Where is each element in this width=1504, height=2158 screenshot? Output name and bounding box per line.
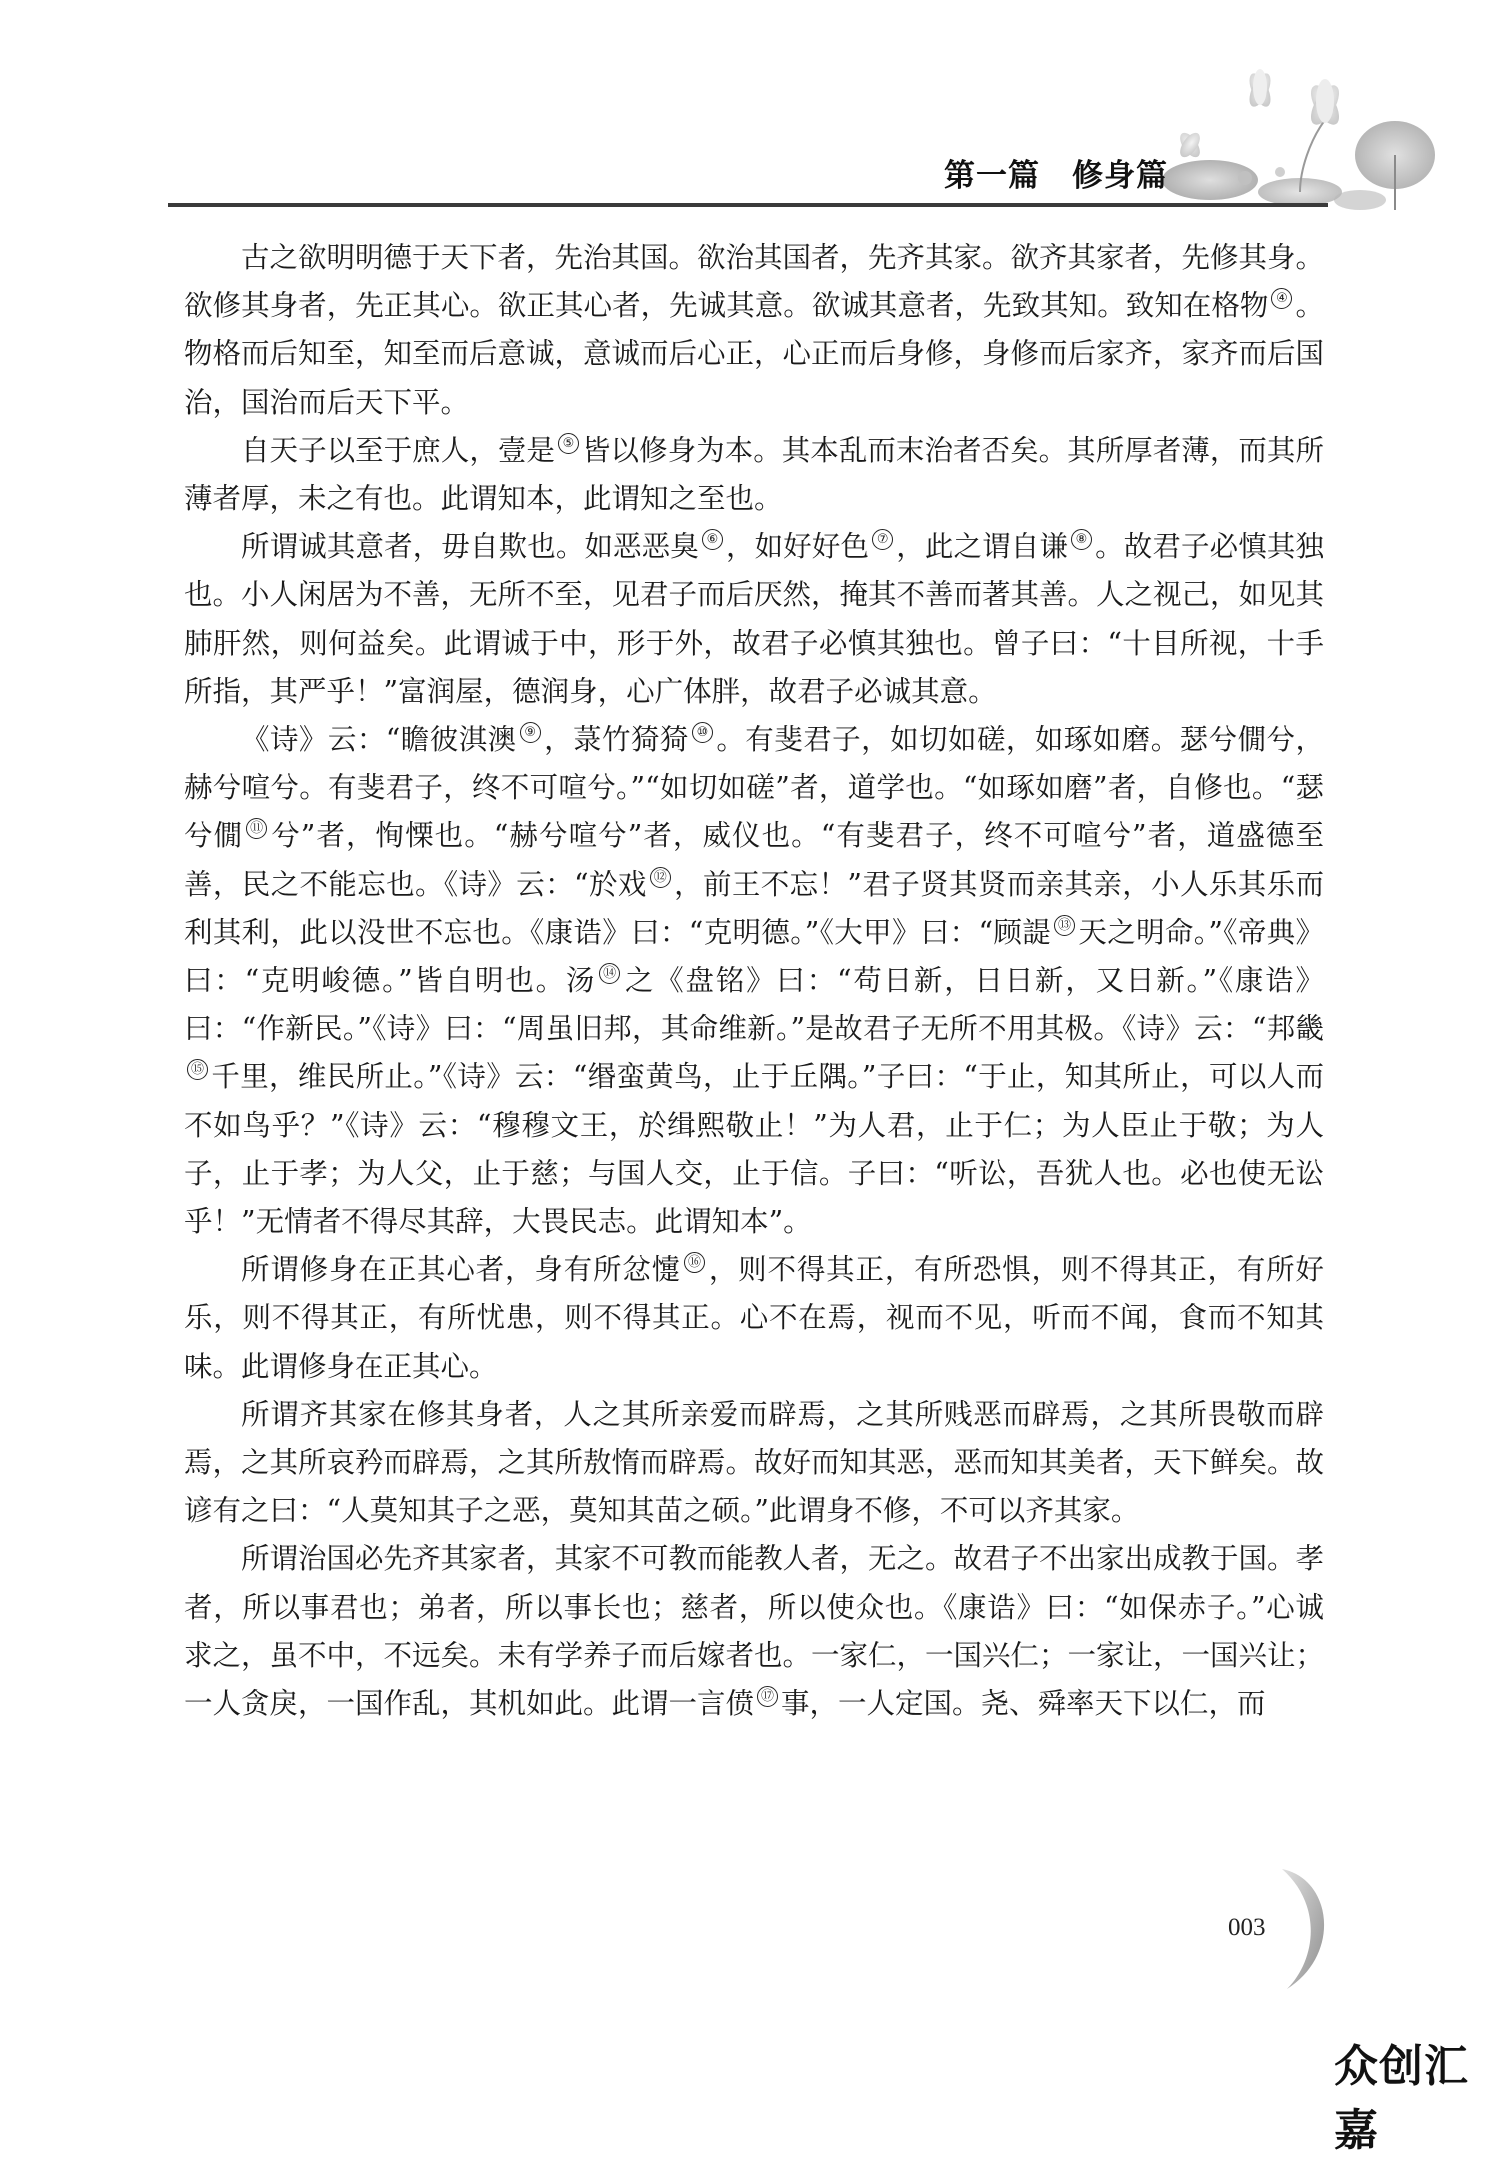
paragraph	[184, 427, 1324, 523]
footnote-marker: ⑦	[872, 529, 893, 550]
text-run: ，前王不忘！”君子贤其贤而亲其亲，小人乐其乐而利其利，此以没世不忘也。《康诰》曰：“克明德。”《大甲》曰：“顾諟	[184, 867, 1325, 949]
footnote-marker: ⑧	[1071, 529, 1092, 550]
text-run: 《诗》云：“瞻彼淇澳	[241, 723, 517, 757]
watermark: 众创汇嘉	[1334, 2041, 1469, 2156]
text-run: 所谓齐其家在修其身者，人之其所亲爱而辟焉，之其所贱恶而辟焉，之其所畏敬而辟焉，之其所哀矜而辟焉，之其所敖惰而辟焉。故好而知其恶，恶而知其美者，天下鲜矣。故谚有之曰：“人莫知其子之恶，莫知其苗之硕。”此谓身不修，不可以齐其家。	[184, 1397, 1325, 1528]
text-run: 所谓诚其意者，毋自欺也。如恶恶臭	[241, 530, 699, 564]
paragraph	[184, 1535, 1324, 1728]
paragraph	[184, 1246, 1324, 1391]
text-run: 皆以修身为本。其本乱而末治者否矣。其所厚者薄，而其所薄者厚，未之有也。此谓知本，此谓知之至也。	[184, 433, 1324, 516]
text-run: 事，一人定国。尧、舜率天下以仁，而	[781, 1687, 1266, 1721]
text-run: 。故君子必慎其独也。小人闲居为不善，无所不至，见君子而后厌然，掩其不善而著其善。人之视己，如见其肺肝然，则何益矣。此谓诚于中，形于外，故君子必慎其独也。曾子曰：“十目所视，十手所指，其严乎！”富润屋，德润身，心广体胖，故君子必诚其意。	[184, 530, 1325, 708]
lotus-decoration-icon	[1150, 60, 1450, 220]
footnote-marker: ⑮	[187, 1059, 208, 1080]
footnote-marker: ⑯	[684, 1252, 705, 1273]
footnote-marker: ⑨	[520, 722, 541, 743]
footnote-marker: ⑬	[1054, 915, 1075, 936]
paragraph	[184, 523, 1324, 716]
text-run: 所谓治国必先齐其家者，其家不可教而能教人者，无之。故君子不出家出成教于国。孝者，所以事君也；弟者，所以事长也；慈者，所以使众也。《康诰》曰：“如保赤子。”心诚求之，虽不中，不远矣。未有学养子而后嫁者也。一家仁，一国兴仁；一家让，一国兴让；一人贪戾，一国作乱，其机如此。此谓一言偾	[184, 1542, 1325, 1721]
footnote-marker: ⑭	[599, 963, 620, 984]
footnote-marker: ⑰	[757, 1686, 778, 1707]
footnote-marker: ⑤	[558, 433, 579, 454]
text-run: 所谓修身在正其心者，身有所忿懥	[241, 1253, 681, 1287]
footnote-marker: ⑪	[246, 818, 267, 839]
text-run: ，此之谓自谦	[896, 530, 1068, 564]
text-run: 自天子以至于庶人，壹是	[241, 433, 555, 467]
text-run: ，如好好色	[725, 530, 870, 564]
paragraph	[184, 1391, 1324, 1536]
text-run: ，则不得其正，有所恐惧，则不得其正，有所好乐，则不得其正，有所忧患，则不得其正。心不在焉，视而不见，听而不闻，食而不知其味。此谓修身在正其心。	[184, 1253, 1324, 1383]
text-run: 兮”者，恂慄也。“赫兮喧兮”者，威仪也。“有斐君子，终不可喧兮”者，道盛德至善，民之不能忘也。《诗》云：“於戏	[184, 819, 1324, 901]
paragraph	[184, 234, 1324, 427]
footnote-marker: ⑥	[702, 529, 723, 550]
text-run: 古之欲明明德于天下者，先治其国。欲治其国者，先齐其家。欲齐其家者，先修其身。欲修其身者，先正其心。欲正其心者，先诚其意。欲诚其意者，先致其知。致知在格物	[184, 241, 1325, 323]
body-text	[184, 234, 1324, 1728]
text-run: 千里，维民所止。”《诗》云：“缗蛮黄鸟，止于丘隅。”子曰：“于止，知其所止，可以人而不如鸟乎？”《诗》云：“穆穆文王，於缉熙敬止！”为人君，止于仁；为人臣止于敬；为人子，止于孝；为人父，止于慈；与国人交，止于信。子曰：“听讼，吾犹人也。必也使无讼乎！”无情者不得尽其辞，大畏民志。此谓知本”。	[184, 1060, 1324, 1239]
footnote-marker: ⑩	[692, 722, 713, 743]
footnote-marker: ④	[1271, 288, 1292, 309]
text-run: 天之明命。”《帝典》曰：“克明峻德。”皆自明也。汤	[184, 915, 1324, 998]
page-number: 003	[1228, 1914, 1266, 1941]
header-divider	[168, 203, 1328, 207]
text-run: 。有斐君子，如切如磋，如琢如磨。瑟兮僩兮，赫兮喧兮。有斐君子，终不可喧兮。”“如切如磋”者，道学也。“如琢如磨”者，自修也。“瑟兮僩	[184, 723, 1324, 853]
crescent-moon-icon	[1272, 1864, 1342, 1994]
chapter-title: 第一篇 修身篇	[944, 158, 1168, 194]
text-run: 。物格而后知至，知至而后意诚，意诚而后心正，心正而后身修，身修而后家齐，家齐而后国治，国治而后天下平。	[184, 289, 1325, 419]
footnote-marker: ⑫	[650, 867, 671, 888]
text-run: ，菉竹猗猗	[543, 723, 689, 757]
text-run: 之《盘铭》曰：“苟日新，日日新，又日新。”《康诰》曰：“作新民。”《诗》曰：“周虽旧邦，其命维新。”是故君子无所不用其极。《诗》云：“邦畿	[184, 964, 1324, 1046]
paragraph	[184, 716, 1324, 1246]
